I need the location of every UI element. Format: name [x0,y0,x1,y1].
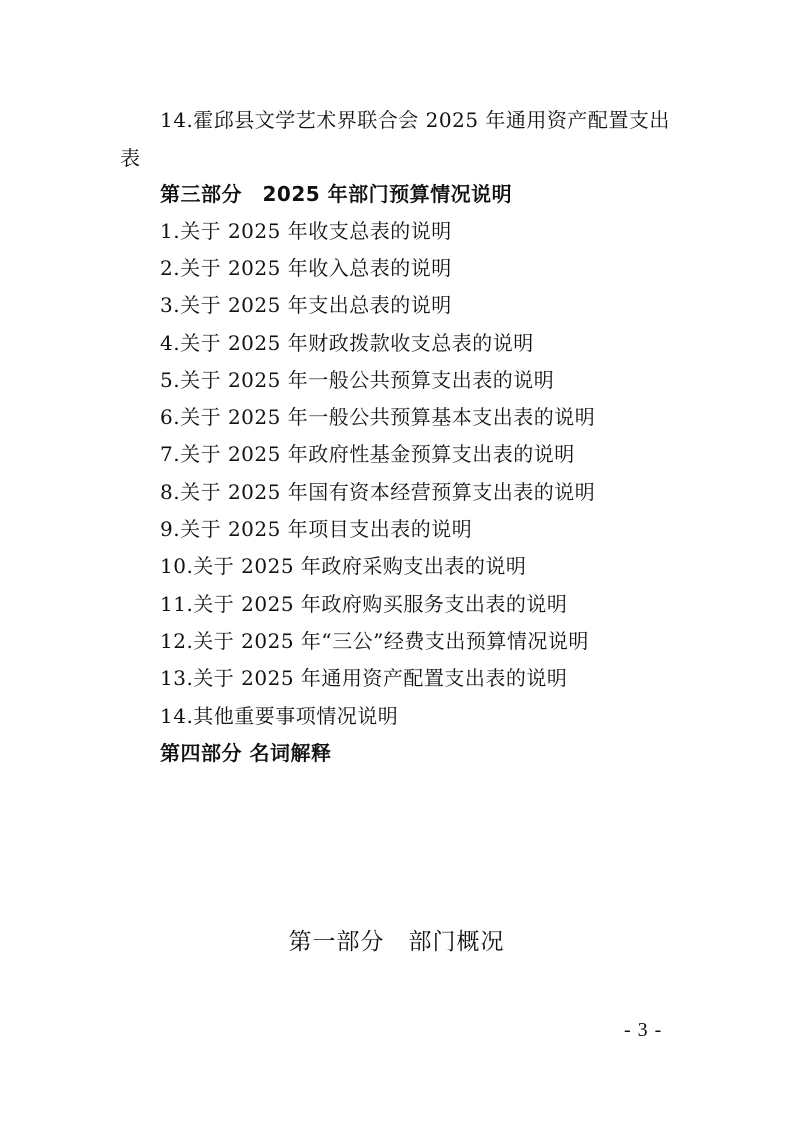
toc-item: 8.关于 2025 年国有资本经营预算支出表的说明 [160,480,596,504]
part4-heading: 第四部分 名词解释 [160,741,332,765]
toc-item: 10.关于 2025 年政府采购支出表的说明 [160,554,527,578]
toc-item: 12.关于 2025 年“三公”经费支出预算情况说明 [160,629,589,653]
part3-heading: 第三部分 2025 年部门预算情况说明 [160,182,513,206]
toc-item: 4.关于 2025 年财政拨款收支总表的说明 [160,331,534,355]
toc-item: 7.关于 2025 年政府性基金预算支出表的说明 [160,442,575,466]
toc-item: 3.关于 2025 年支出总表的说明 [160,293,452,317]
toc-item: 14.其他重要事项情况说明 [160,704,399,728]
toc-item: 1.关于 2025 年收支总表的说明 [160,219,452,243]
toc-item: 2.关于 2025 年收入总表的说明 [160,256,452,280]
toc-item-continued-line1: 14.霍邱县文学艺术界联合会 2025 年通用资产配置支出 [160,108,670,132]
toc-item: 5.关于 2025 年一般公共预算支出表的说明 [160,368,555,392]
toc-item-continued-line2: 表 [120,146,141,170]
toc-item: 6.关于 2025 年一般公共预算基本支出表的说明 [160,405,596,429]
page-number: - 3 - [624,1019,663,1041]
section-title: 第一部分 部门概况 [288,929,505,955]
toc-item: 9.关于 2025 年项目支出表的说明 [160,517,473,541]
toc-item: 11.关于 2025 年政府购买服务支出表的说明 [160,592,568,616]
toc-item: 13.关于 2025 年通用资产配置支出表的说明 [160,666,568,690]
